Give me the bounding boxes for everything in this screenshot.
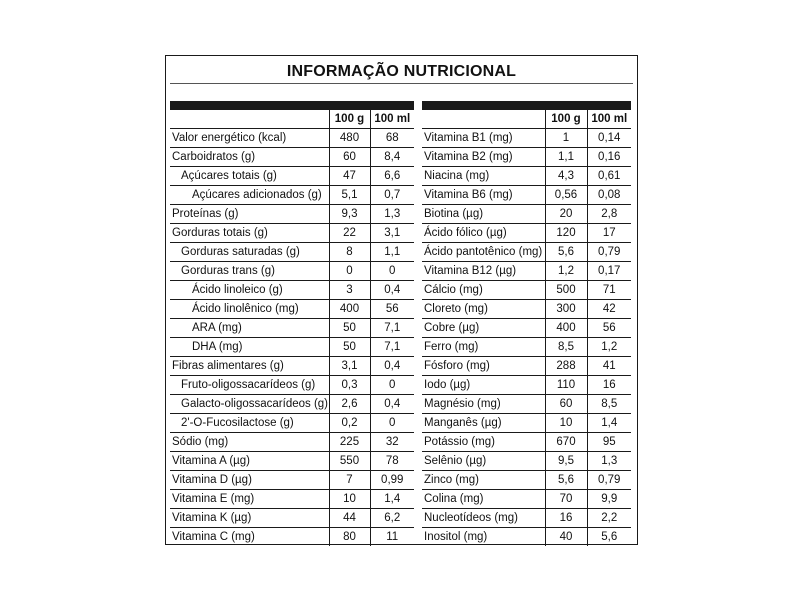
nutrient-header (422, 110, 545, 129)
value-per-100ml: 42 (587, 300, 631, 319)
value-per-100ml: 0,17 (587, 262, 631, 281)
table-row (422, 167, 631, 186)
nutrient-label: Selênio (µg) (422, 452, 545, 471)
table-row (422, 262, 631, 281)
value-per-100g: 20 (545, 205, 587, 224)
value-per-100ml: 56 (587, 319, 631, 338)
nutrient-label: Vitamina B12 (µg) (422, 262, 545, 281)
nutrient-label: Vitamina D (µg) (170, 471, 329, 490)
nutrient-label: Vitamina K (µg) (170, 509, 329, 528)
value-per-100ml: 71 (587, 281, 631, 300)
nutrient-label: Fósforo (mg) (422, 357, 545, 376)
nutrient-label: Cálcio (mg) (422, 281, 545, 300)
value-per-100ml: 41 (587, 357, 631, 376)
table-row (170, 224, 414, 243)
value-per-100ml: 0 (370, 376, 414, 395)
table-row (422, 509, 631, 528)
table-row (170, 376, 414, 395)
nutrient-label: Vitamina E (mg) (170, 490, 329, 509)
value-per-100g: 670 (545, 433, 587, 452)
table-row (170, 186, 414, 205)
table-row (170, 129, 414, 148)
value-per-100ml: 1,1 (370, 243, 414, 262)
value-per-100g: 2,6 (329, 395, 370, 414)
table-row (170, 357, 414, 376)
value-per-100g: 50 (329, 319, 370, 338)
table-row (422, 433, 631, 452)
per-100g-header: 100 g (329, 110, 370, 129)
value-per-100ml: 2,8 (587, 205, 631, 224)
value-per-100ml: 8,4 (370, 148, 414, 167)
table-row (170, 300, 414, 319)
value-per-100ml: 78 (370, 452, 414, 471)
nutrient-label: Potássio (mg) (422, 433, 545, 452)
nutrient-label: Ácido linoleico (g) (170, 281, 329, 300)
table-row (170, 338, 414, 357)
value-per-100g: 9,5 (545, 452, 587, 471)
value-per-100g: 110 (545, 376, 587, 395)
nutrient-label: Iodo (µg) (422, 376, 545, 395)
table-row (422, 452, 631, 471)
value-per-100ml: 0,16 (587, 148, 631, 167)
table-row (422, 376, 631, 395)
value-per-100g: 60 (545, 395, 587, 414)
nutrient-header (170, 110, 329, 129)
value-per-100g: 120 (545, 224, 587, 243)
value-per-100ml: 6,6 (370, 167, 414, 186)
value-per-100ml: 0,79 (587, 243, 631, 262)
table-row (170, 281, 414, 300)
nutrient-label: Zinco (mg) (422, 471, 545, 490)
value-per-100g: 8 (329, 243, 370, 262)
value-per-100g: 550 (329, 452, 370, 471)
table-row (422, 148, 631, 167)
nutrient-label: Galacto-oligossacarídeos (g) (170, 395, 329, 414)
table-row (422, 129, 631, 148)
nutrient-label: Vitamina B2 (mg) (422, 148, 545, 167)
value-per-100ml: 56 (370, 300, 414, 319)
value-per-100ml: 1,4 (370, 490, 414, 509)
table-row (422, 357, 631, 376)
nutrient-label: Gorduras totais (g) (170, 224, 329, 243)
table-row (422, 338, 631, 357)
value-per-100g: 0,2 (329, 414, 370, 433)
table-row (422, 243, 631, 262)
table-row (170, 490, 414, 509)
value-per-100ml: 5,6 (601, 531, 618, 543)
nutrient-label: Sódio (mg) (170, 433, 329, 452)
value-per-100g: 44 (329, 509, 370, 528)
nutrient-label: Inositol (mg) (424, 531, 488, 543)
nutrient-label: Nucleotídeos (mg) (422, 509, 545, 528)
nutrient-label: Biotina (µg) (422, 205, 545, 224)
nutrient-label: Carboidratos (g) (170, 148, 329, 167)
nutrient-label: Cloreto (mg) (422, 300, 545, 319)
table-row (170, 395, 414, 414)
table-row (422, 395, 631, 414)
table-row (170, 414, 414, 433)
nutrition-facts-panel (165, 55, 638, 545)
value-per-100g: 9,3 (329, 205, 370, 224)
nutrient-label: Cobre (µg) (422, 319, 545, 338)
title-divider (170, 83, 633, 84)
value-per-100ml: 0,61 (587, 167, 631, 186)
value-per-100ml: 8,5 (587, 395, 631, 414)
nutrient-label: Gorduras trans (g) (170, 262, 329, 281)
value-per-100g: 70 (545, 490, 587, 509)
value-per-100ml: 0,4 (370, 395, 414, 414)
table-row (170, 167, 414, 186)
table-row (170, 509, 414, 528)
left-nutrient-table-section (170, 101, 414, 546)
table-row (170, 243, 414, 262)
value-per-100g: 288 (545, 357, 587, 376)
right-header-bar (422, 101, 631, 110)
value-per-100g: 50 (329, 338, 370, 357)
nutrient-label: Vitamina A (µg) (170, 452, 329, 471)
nutrient-label: Ferro (mg) (422, 338, 545, 357)
value-per-100ml: 0 (370, 262, 414, 281)
value-per-100ml: 0,08 (587, 186, 631, 205)
table-row (170, 452, 414, 471)
value-per-100ml: 17 (587, 224, 631, 243)
value-per-100g: 480 (329, 129, 370, 148)
table-row (170, 433, 414, 452)
table-row (422, 281, 631, 300)
value-per-100g: 1,1 (545, 148, 587, 167)
value-per-100g: 5,6 (545, 243, 587, 262)
value-per-100ml: 0,14 (587, 129, 631, 148)
nutrient-label: Gorduras saturadas (g) (170, 243, 329, 262)
value-per-100g: 40 (545, 528, 587, 547)
nutrient-label: Vitamina B1 (mg) (422, 129, 545, 148)
table-row (170, 205, 414, 224)
per-100ml-header: 100 ml (587, 110, 631, 129)
table-row (422, 528, 631, 547)
table-row (170, 319, 414, 338)
nutrient-label: Açúcares totais (g) (170, 167, 329, 186)
value-per-100ml: 1,4 (587, 414, 631, 433)
value-per-100g: 16 (545, 509, 587, 528)
value-per-100ml: 6,2 (370, 509, 414, 528)
value-per-100ml: 1,3 (370, 205, 414, 224)
value-per-100g: 0,56 (545, 186, 587, 205)
table-row (170, 148, 414, 167)
table-row (422, 224, 631, 243)
nutrient-label: Vitamina C (mg) (172, 531, 255, 543)
value-per-100g: 80 (329, 528, 370, 547)
table-row (170, 528, 414, 547)
per-100ml-header: 100 ml (370, 110, 414, 129)
value-per-100g: 1 (545, 129, 587, 148)
value-per-100g: 225 (329, 433, 370, 452)
table-row (170, 471, 414, 490)
table-row (422, 471, 631, 490)
table-row (422, 205, 631, 224)
value-per-100g: 7 (329, 471, 370, 490)
value-per-100ml: 0,4 (370, 281, 414, 300)
value-per-100ml: 95 (587, 433, 631, 452)
value-per-100ml: 11 (386, 531, 399, 543)
value-per-100g: 400 (545, 319, 587, 338)
value-per-100ml: 1,2 (587, 338, 631, 357)
table-header-row (422, 110, 631, 129)
value-per-100ml: 0,7 (370, 186, 414, 205)
nutrient-label: Manganês (µg) (422, 414, 545, 433)
value-per-100ml: 0,4 (370, 357, 414, 376)
nutrient-label: Colina (mg) (422, 490, 545, 509)
table-row (422, 300, 631, 319)
value-per-100g: 300 (545, 300, 587, 319)
value-per-100g: 3,1 (329, 357, 370, 376)
value-per-100g: 47 (329, 167, 370, 186)
table-row (422, 186, 631, 205)
nutrient-label: Ácido fólico (µg) (422, 224, 545, 243)
value-per-100g: 0,3 (329, 376, 370, 395)
nutrient-label: Proteínas (g) (170, 205, 329, 224)
nutrient-label: Açúcares adicionados (g) (170, 186, 329, 205)
value-per-100g: 500 (545, 281, 587, 300)
right-nutrient-table (422, 110, 631, 546)
value-per-100ml: 0,79 (587, 471, 631, 490)
value-per-100ml: 9,9 (587, 490, 631, 509)
panel-title: INFORMAÇÃO NUTRICIONAL (286, 63, 517, 80)
nutrient-label: 2'-O-Fucosilactose (g) (170, 414, 329, 433)
table-header-row (170, 110, 414, 129)
left-nutrient-table (170, 110, 414, 546)
nutrient-label: Niacina (mg) (422, 167, 545, 186)
value-per-100g: 400 (329, 300, 370, 319)
value-per-100g: 0 (329, 262, 370, 281)
nutrient-label: Ácido linolênico (mg) (170, 300, 329, 319)
value-per-100ml: 68 (370, 129, 414, 148)
nutrient-label: Fruto-oligossacarídeos (g) (170, 376, 329, 395)
nutrient-label: Ácido pantotênico (mg) (422, 243, 545, 262)
value-per-100g: 1,2 (545, 262, 587, 281)
value-per-100ml: 7,1 (370, 319, 414, 338)
right-table-body (422, 129, 631, 547)
value-per-100g: 10 (545, 414, 587, 433)
table-row (422, 414, 631, 433)
nutrient-label: DHA (mg) (170, 338, 329, 357)
nutrient-label: Fibras alimentares (g) (170, 357, 329, 376)
per-100g-header: 100 g (545, 110, 587, 129)
value-per-100g: 60 (329, 148, 370, 167)
value-per-100g: 10 (329, 490, 370, 509)
table-row (422, 319, 631, 338)
value-per-100g: 5,1 (329, 186, 370, 205)
left-table-body (170, 129, 414, 547)
value-per-100ml: 32 (370, 433, 414, 452)
table-row (170, 262, 414, 281)
value-per-100ml: 0 (370, 414, 414, 433)
nutrient-label: Magnésio (mg) (422, 395, 545, 414)
value-per-100g: 5,6 (545, 471, 587, 490)
table-row (422, 490, 631, 509)
nutrient-label: Vitamina B6 (mg) (422, 186, 545, 205)
value-per-100g: 3 (329, 281, 370, 300)
right-nutrient-table-section (422, 101, 631, 546)
nutrient-label: ARA (mg) (170, 319, 329, 338)
value-per-100ml: 0,99 (370, 471, 414, 490)
value-per-100g: 4,3 (545, 167, 587, 186)
left-header-bar (170, 101, 414, 110)
value-per-100ml: 3,1 (370, 224, 414, 243)
value-per-100ml: 16 (587, 376, 631, 395)
value-per-100ml: 2,2 (587, 509, 631, 528)
value-per-100ml: 7,1 (370, 338, 414, 357)
nutrient-label: Valor energético (kcal) (170, 129, 329, 148)
value-per-100ml: 1,3 (587, 452, 631, 471)
value-per-100g: 8,5 (545, 338, 587, 357)
value-per-100g: 22 (329, 224, 370, 243)
